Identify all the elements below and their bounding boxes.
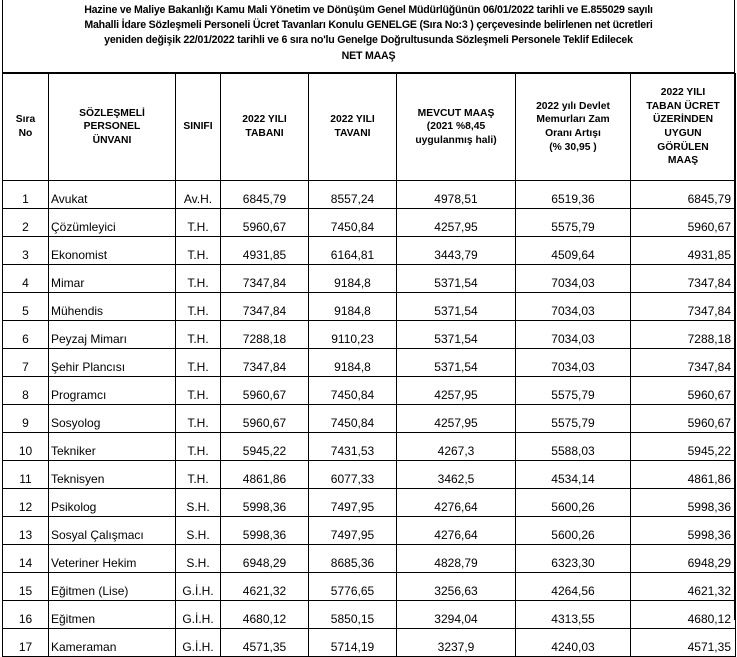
cell-current: 5371,54 [397,321,516,349]
cell-offer: 5945,22 [631,433,736,461]
cell-raise: 7034,03 [516,349,631,377]
cell-raise: 7034,03 [516,321,631,349]
cell-offer: 5960,67 [631,377,736,405]
header-raise-line: Memurları Zam [536,114,610,126]
cell-title: Programcı [49,377,176,405]
cell-no: 8 [3,377,49,405]
cell-ceiling: 7431,53 [309,433,397,461]
cell-ceiling: 7497,95 [309,489,397,517]
title-line: yeniden değişik 22/01/2022 tarihli ve 6 sıra no'lu Genelge Doğrultusunda Sözleşmeli Personele Teklif Edilecek [104,34,633,47]
cell-raise: 5575,79 [516,405,631,433]
cell-title: Eğitmen [49,601,176,629]
table-row [3,321,736,349]
cell-offer: 6948,29 [631,545,736,573]
cell-ceiling: 5776,65 [309,573,397,601]
table-row [3,433,736,461]
cell-class: T.H. [176,293,221,321]
cell-current: 4257,95 [397,377,516,405]
cell-class: T.H. [176,461,221,489]
cell-ceiling: 9110,23 [309,321,397,349]
cell-current: 4257,95 [397,209,516,237]
cell-current: 4257,95 [397,405,516,433]
cell-title: Şehir Plancısı [49,349,176,377]
cell-offer: 5960,67 [631,209,736,237]
header-title [49,74,176,181]
cell-class: T.H. [176,349,221,377]
cell-current: 5371,54 [397,265,516,293]
header-base-line: TABANI [245,128,284,139]
cell-current: 3237,9 [397,629,516,657]
cell-no: 16 [3,601,49,629]
cell-class: G.İ.H. [176,573,221,601]
header-no-line: No [18,128,33,139]
cell-base: 7288,18 [221,321,309,349]
table-row [3,209,736,237]
cell-class: T.H. [176,377,221,405]
cell-raise: 5575,79 [516,209,631,237]
cell-no: 15 [3,573,49,601]
cell-ceiling: 5850,15 [309,601,397,629]
cell-offer: 5960,67 [631,405,736,433]
cell-no: 3 [3,237,49,265]
cell-ceiling: 9184,8 [309,265,397,293]
cell-base: 5960,67 [221,405,309,433]
cell-base: 5960,67 [221,377,309,405]
cell-raise: 6519,36 [516,181,631,209]
cell-ceiling: 9184,8 [309,349,397,377]
cell-no: 11 [3,461,49,489]
table-row [3,545,736,573]
cell-current: 4276,64 [397,489,516,517]
cell-base: 5998,36 [221,517,309,545]
cell-base: 5945,22 [221,433,309,461]
cell-title: Sosyal Çalışmacı [49,517,176,545]
cell-class: T.H. [176,405,221,433]
cell-class: S.H. [176,489,221,517]
cell-class: T.H. [176,237,221,265]
header-offer-line: GÖRÜLEN [657,141,709,153]
header-class [176,74,221,181]
header-offer-line: MAAŞ [667,155,699,167]
cell-ceiling: 6077,33 [309,461,397,489]
header-current-line: (2021 %8,45 [426,121,486,133]
document-title [3,0,734,73]
header-raise [516,74,631,181]
header-title-line: PERSONEL [83,121,141,133]
cell-title: Eğitmen (Lise) [49,573,176,601]
header-raise-line: Oranı Artışı [545,128,601,139]
cell-ceiling: 8557,24 [309,181,397,209]
cell-class: T.H. [176,209,221,237]
cell-base: 7347,84 [221,265,309,293]
table-row [3,461,736,489]
cell-base: 4621,32 [221,573,309,601]
header-offer-line: ÜZERİNDEN [652,114,714,126]
cell-title: Peyzaj Mimarı [49,321,176,349]
cell-raise: 4264,56 [516,573,631,601]
cell-offer: 7347,84 [631,293,736,321]
cell-title: Ekonomist [49,237,176,265]
salary-sheet [2,0,735,654]
table-row [3,517,736,545]
cell-raise: 6323,30 [516,545,631,573]
header-raise-line: (% 30,95 ) [549,141,597,153]
header-no [3,74,49,181]
cell-raise: 4240,03 [516,629,631,657]
cell-offer: 7347,84 [631,265,736,293]
cell-offer: 7347,84 [631,349,736,377]
cell-no: 12 [3,489,49,517]
cell-raise: 5600,26 [516,517,631,545]
cell-no: 13 [3,517,49,545]
header-offer [631,74,736,181]
cell-base: 5960,67 [221,209,309,237]
header-ceiling-line: TAVANI [334,128,371,139]
cell-base: 5998,36 [221,489,309,517]
table-row [3,601,736,629]
cell-no: 1 [3,181,49,209]
cell-title: Tekniker [49,433,176,461]
cell-class: S.H. [176,545,221,573]
header-no-line: Sıra [15,114,36,126]
cell-class: T.H. [176,265,221,293]
cell-raise: 4313,55 [516,601,631,629]
cell-no: 2 [3,209,49,237]
cell-current: 4267,3 [397,433,516,461]
cell-ceiling: 7450,84 [309,209,397,237]
cell-base: 6845,79 [221,181,309,209]
cell-current: 3256,63 [397,573,516,601]
cell-title: Avukat [49,181,176,209]
cell-class: Av.H. [176,181,221,209]
cell-base: 4571,35 [221,629,309,657]
title-line: NET MAAŞ [341,49,396,62]
cell-offer: 4680,12 [631,601,736,629]
cell-title: Teknisyen [49,461,176,489]
cell-title: Sosyolog [49,405,176,433]
header-row [3,74,736,181]
table-row [3,293,736,321]
cell-raise: 5588,03 [516,433,631,461]
header-base-line: 2022 YILI [242,114,287,126]
cell-title: Kameraman [49,629,176,657]
table-row [3,405,736,433]
header-offer-line: 2022 YILI [660,87,706,99]
cell-current: 5371,54 [397,293,516,321]
cell-offer: 7288,18 [631,321,736,349]
header-current [397,74,516,181]
table-row [3,629,736,657]
header-offer-line: TABAN ÜCRET [646,100,720,112]
cell-ceiling: 7450,84 [309,377,397,405]
cell-class: G.İ.H. [176,629,221,657]
cell-current: 3443,79 [397,237,516,265]
header-class-line: SINIFI [183,121,213,133]
cell-base: 6948,29 [221,545,309,573]
cell-title: Mimar [49,265,176,293]
header-ceiling-line: 2022 YILI [330,114,375,126]
cell-current: 3294,04 [397,601,516,629]
cell-raise: 5575,79 [516,377,631,405]
cell-no: 10 [3,433,49,461]
cell-offer: 4571,35 [631,629,736,657]
cell-offer: 6845,79 [631,181,736,209]
cell-title: Çözümleyici [49,209,176,237]
cell-offer: 4931,85 [631,237,736,265]
cell-class: S.H. [176,517,221,545]
cell-ceiling: 9184,8 [309,293,397,321]
table-row [3,237,736,265]
cell-current: 3462,5 [397,461,516,489]
cell-base: 4931,85 [221,237,309,265]
cell-raise: 7034,03 [516,265,631,293]
cell-base: 7347,84 [221,293,309,321]
title-line: Hazine ve Maliye Bakanlığı Kamu Mali Yönetim ve Dönüşüm Genel Müdürlüğünün 06/01/2022 tarihli ve E.855029 sayılı [84,4,653,16]
header-current-line: MEVCUT MAAŞ [417,107,495,119]
table-body [3,181,736,657]
cell-ceiling: 8685,36 [309,545,397,573]
cell-no: 17 [3,629,49,657]
cell-class: T.H. [176,321,221,349]
cell-raise: 7034,03 [516,293,631,321]
table-row [3,349,736,377]
cell-ceiling: 6164,81 [309,237,397,265]
cell-ceiling: 5714,19 [309,629,397,657]
cell-class: G.İ.H. [176,601,221,629]
cell-class: T.H. [176,433,221,461]
cell-title: Veteriner Hekim [49,545,176,573]
salary-table [2,73,736,657]
cell-raise: 4509,64 [516,237,631,265]
cell-current: 4828,79 [397,545,516,573]
cell-current: 4978,51 [397,181,516,209]
cell-no: 9 [3,405,49,433]
cell-offer: 5998,36 [631,517,736,545]
table-row [3,181,736,209]
cell-raise: 5600,26 [516,489,631,517]
title-line: Mahalli İdare Sözleşmeli Personeli Ücret Tavanları Konulu GENELGE (Sıra No:3 ) çerçevesinde belirlenen net ücretleri [84,19,653,32]
header-offer-line: UYGUN [664,128,702,139]
cell-offer: 4861,86 [631,461,736,489]
cell-no: 14 [3,545,49,573]
cell-no: 4 [3,265,49,293]
header-title-line: ÜNVANI [92,134,132,146]
header-title-line: SÖZLEŞMELİ [79,107,145,119]
cell-base: 7347,84 [221,349,309,377]
header-raise-line: 2022 yılı Devlet [536,100,610,112]
table-row [3,573,736,601]
cell-current: 4276,64 [397,517,516,545]
cell-no: 5 [3,293,49,321]
table-row [3,377,736,405]
cell-base: 4680,12 [221,601,309,629]
cell-no: 6 [3,321,49,349]
cell-current: 5371,54 [397,349,516,377]
header-current-line: uygulanmış hali) [415,134,497,146]
cell-offer: 4621,32 [631,573,736,601]
table-row [3,489,736,517]
cell-ceiling: 7497,95 [309,517,397,545]
cell-title: Mühendis [49,293,176,321]
cell-no: 7 [3,349,49,377]
header-ceiling [309,74,397,181]
cell-title: Psikolog [49,489,176,517]
cell-ceiling: 7450,84 [309,405,397,433]
cell-raise: 4534,14 [516,461,631,489]
table-row [3,265,736,293]
cell-offer: 5998,36 [631,489,736,517]
cell-base: 4861,86 [221,461,309,489]
header-base [221,74,309,181]
